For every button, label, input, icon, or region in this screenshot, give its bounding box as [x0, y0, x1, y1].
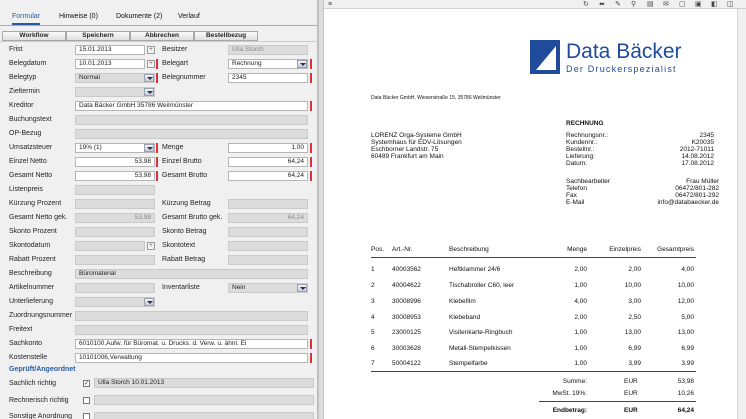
anordnung-field: [94, 412, 314, 419]
kostenstelle-input[interactable]: 10101006,Verwaltung: [75, 353, 308, 363]
besitzer-field: Ulla Storch: [228, 45, 308, 55]
rechnerisch-label: Rechnerisch richtig: [9, 397, 69, 404]
column-header: Pos.: [371, 246, 385, 253]
recipient-line: Systemhaus für EDV-Lösungen: [371, 139, 462, 146]
company-logo-icon: [530, 40, 560, 74]
mwst-currency: EUR: [624, 390, 638, 397]
belegnummer-label: Belegnummer: [162, 74, 206, 81]
column-header: Art.-Nr.: [392, 246, 413, 253]
tab-dokumente[interactable]: Dokumente (2): [116, 13, 163, 20]
contact-key: Sachbearbeiter: [566, 178, 611, 185]
kreditor-label: Kreditor: [9, 102, 34, 109]
unterlieferung-label: Unterlieferung: [9, 298, 53, 305]
recipient-line: 60489 Frankfurt am Main: [371, 153, 444, 160]
tab-verlauf[interactable]: Verlauf: [178, 13, 200, 20]
buchungstext-input[interactable]: [75, 115, 308, 125]
endbetrag-value: 64,24: [677, 407, 694, 414]
kuerzungbetrag-input[interactable]: [228, 199, 308, 209]
gesamtbruttogek-label: Gesamt Brutto gek.: [162, 214, 223, 221]
recipient-line: Eschborner Landstr. 75: [371, 146, 439, 153]
chevron-down-icon[interactable]: [144, 74, 154, 82]
freitext-input[interactable]: [75, 325, 308, 335]
required-marker: [156, 171, 158, 181]
einzelnetto-input[interactable]: 53,98: [75, 157, 155, 167]
sachlich-checkbox[interactable]: ✓: [84, 381, 90, 387]
listenpreis-label: Listenpreis: [9, 186, 43, 193]
kostenstelle-label: Kostenstelle: [9, 354, 48, 361]
chevron-down-icon[interactable]: [144, 88, 154, 96]
required-marker: [156, 143, 158, 153]
skontodatum-label: Skontodatum: [9, 242, 51, 249]
mwst-label: MwSt. 19%:: [552, 390, 587, 397]
column-header: Beschreibung: [449, 246, 489, 253]
gesamtbrutto-input[interactable]: 64,24: [228, 171, 308, 181]
inventarliste-label: Inventarliste: [162, 284, 200, 291]
column-header: Einzelpreis: [609, 246, 641, 253]
table-divider: [371, 257, 696, 258]
rechnerisch-field: [94, 395, 314, 405]
required-marker: [156, 59, 158, 69]
summe-currency: EUR: [624, 378, 638, 385]
column-header: Gesamtpreis: [657, 246, 694, 253]
kuerzungbetrag-label: Kürzung Betrag: [162, 200, 211, 207]
contact-value: Frau Müller: [686, 178, 719, 185]
rechnerisch-checkbox[interactable]: [83, 397, 90, 404]
frist-date-picker-icon[interactable]: +: [147, 46, 155, 54]
skontoprozent-label: Skonto Prozent: [9, 228, 57, 235]
required-marker: [310, 59, 312, 69]
belegnummer-input[interactable]: 2345: [228, 73, 308, 83]
belegdatum-label: Belegdatum: [9, 60, 47, 67]
zieltermin-label: Zieltermin: [9, 88, 40, 95]
document-viewer: ≡ ↻ ⬌ ✎ ⚲ ▤ ✉ ▢ ▣ ◧ ◫ Data Bäcker Der Druckerspezialist Data Bäcker GmbH, Wiesenstraße 15, 35786 Weilmünster LORENZ Orga-Systeme GmbH Systemhaus für EDV-Lösungen Eschborner Landstr. 75 60489 Frankfurt am Main RECHNUNG Rechnungsnr.: 2345 Kundennr.: K20035 Bestellnr.: 2012-71011 Lieferung: 14.08.2012 Datum: 17.08.2012 Sachbearbeiter Frau Müller Telefon 06472/801-282 Fax 06472/801-292 E-Mail info@databaecker.de Pos. Art.-Nr. Beschreibung Menge Einzelpreis Gesamtpreis 1 40003562 Heftklammer 24/6 2,00 2,00 4,00 2 40004622 Tischabroller C60, leer 1,00 10,00 10,00 3 30008996 Klebefilm 4,00 3,00 12,00 4 30008953 Klebeband 2,00 2,50 5,00 5 23000125 Visitenkarte-Ringbuch 1,00 13,00 13,00 6 30003628 Metall-Stempelkissen 1,00 6,99 6,99 7 50004122 Stempelfarbe 1,00 3,99 3,99 Summe: EUR 53,98 MwSt. 19%: EUR 10,26 Endbetrag: EUR 64,24: [324, 0, 746, 419]
frist-input[interactable]: 15.01.2013: [75, 45, 145, 55]
listenpreis-input[interactable]: [75, 185, 155, 195]
anordnung-checkbox[interactable]: [83, 413, 90, 419]
required-marker: [310, 73, 312, 83]
skontotext-input[interactable]: [228, 241, 308, 251]
workflow-button[interactable]: Workflow: [2, 31, 66, 41]
sachkonto-input[interactable]: 6010100,Aufw. für Büromat. u. Drucks. d. Verw. u. ähnl. Ei: [75, 339, 308, 349]
endbetrag-currency: EUR: [624, 407, 638, 414]
required-marker: [310, 157, 312, 167]
contact-value: info@databaecker.de: [657, 199, 719, 206]
viewer-toolbar: [324, 0, 746, 9]
summe-value: 53,98: [677, 378, 694, 385]
belegdatum-date-picker-icon[interactable]: +: [147, 60, 155, 68]
annotate-icon[interactable]: ✎: [615, 1, 621, 8]
zuordnungsnummer-input[interactable]: [75, 311, 308, 321]
zuordnungsnummer-label: Zuordnungsnummer: [9, 312, 73, 319]
gesamtbrutto-label: Gesamt Brutto: [162, 172, 208, 179]
zieltermin-select[interactable]: [75, 87, 155, 97]
tab-bar: [0, 9, 318, 26]
contact-key: E-Mail: [566, 199, 585, 206]
chevron-down-icon[interactable]: [144, 144, 154, 152]
viewer-scrollbar[interactable]: [737, 9, 746, 419]
required-marker: [310, 353, 312, 363]
einzelnetto-label: Einzel Netto: [9, 158, 47, 165]
table-divider: [371, 371, 696, 372]
order-reference-button[interactable]: Bestellbezug: [194, 31, 258, 41]
required-marker: [310, 101, 312, 111]
search-icon[interactable]: ⚲: [631, 1, 637, 8]
rabattprozent-input[interactable]: [75, 255, 155, 265]
mail-icon[interactable]: ✉: [663, 1, 669, 8]
pages-icon[interactable]: ▤: [647, 1, 654, 8]
totals-divider: [539, 401, 696, 402]
buchungstext-label: Buchungstext: [9, 116, 52, 123]
kuerzungprozent-label: Kürzung Prozent: [9, 200, 62, 207]
sender-line: Data Bäcker GmbH, Wiesenstraße 15, 35786 Weilmünster: [371, 95, 501, 101]
section-title: Geprüft/Angeordnet: [9, 366, 76, 373]
rabattbetrag-label: Rabatt Betrag: [162, 256, 206, 263]
menge-input[interactable]: 1,00: [228, 143, 308, 153]
menge-label: Menge: [162, 144, 184, 151]
kreditor-input[interactable]: Data Bäcker GmbH 35786 Weilmünster: [75, 101, 308, 111]
skontodatum-input[interactable]: [75, 241, 145, 251]
skontoprozent-input[interactable]: [75, 227, 155, 237]
beschreibung-label: Beschreibung: [9, 270, 52, 277]
sachlich-label: Sachlich richtig: [9, 380, 57, 387]
layout-icon[interactable]: ◫: [727, 1, 734, 8]
rabattprozent-label: Rabatt Prozent: [9, 256, 56, 263]
chevron-down-icon[interactable]: [297, 60, 307, 68]
meta-value: 2345: [699, 132, 714, 139]
contact-key: Fax: [566, 192, 577, 199]
required-marker: [310, 339, 312, 349]
mwst-value: 10,26: [677, 390, 694, 397]
required-marker: [310, 171, 312, 181]
belegart-label: Belegart: [162, 60, 189, 67]
contact-key: Telefon: [566, 185, 587, 192]
save-button[interactable]: Speichern: [66, 31, 130, 41]
required-marker: [156, 157, 158, 167]
belegdatum-input[interactable]: 10.01.2013: [75, 59, 145, 69]
unterlieferung-select[interactable]: [75, 297, 155, 307]
rabattbetrag-input[interactable]: [228, 255, 308, 265]
umsatzsteuer-label: Umsatzsteuer: [9, 144, 53, 151]
contact-value: 06472/801-282: [675, 185, 719, 192]
tab-hinweise[interactable]: Hinweise (0): [59, 13, 98, 20]
required-marker: [310, 143, 312, 153]
single-page-icon[interactable]: ▢: [679, 1, 686, 8]
skontobetrag-input[interactable]: [228, 227, 308, 237]
einzelbrutto-label: Einzel Brutto: [162, 158, 202, 165]
required-marker: [156, 73, 158, 83]
meta-key: Lieferung:: [566, 153, 595, 160]
summe-label: Summe:: [562, 378, 587, 385]
gesamtbruttogek-field: 64,24: [228, 213, 308, 223]
anordnung-label: Sonstige Anordnung: [9, 413, 73, 419]
meta-key: Kundennr.:: [566, 139, 598, 146]
two-page-icon[interactable]: ▣: [695, 1, 702, 8]
tab-formular[interactable]: Formular: [12, 9, 40, 25]
opbezug-label: OP-Bezug: [9, 130, 42, 137]
einzelbrutto-input[interactable]: 64,24: [228, 157, 308, 167]
artikelnummer-input[interactable]: [75, 283, 155, 293]
kuerzungprozent-input[interactable]: [75, 199, 155, 209]
meta-key: Bestellnr.:: [566, 146, 595, 153]
form-panel: [0, 0, 318, 419]
logo-subtitle: Der Druckerspezialist: [566, 64, 677, 74]
sachlich-field: Ulla Storch 10.01.2013: [94, 378, 314, 388]
meta-key: Rechnungsnr.:: [566, 132, 608, 139]
logo-title: Data Bäcker: [566, 40, 682, 63]
refresh-icon[interactable]: ↻: [583, 1, 589, 8]
umsatzsteuer-select[interactable]: 19% (1): [75, 143, 155, 153]
invoice-title: RECHNUNG: [566, 120, 604, 127]
skontodatum-date-picker-icon[interactable]: +: [147, 242, 155, 250]
meta-value: K20035: [691, 139, 714, 146]
fit-width-icon[interactable]: ⬌: [599, 1, 605, 8]
gesamtnettogek-field: 53,98: [75, 213, 155, 223]
belegart-select[interactable]: Rechnung: [228, 59, 308, 69]
meta-key: Datum:: [566, 160, 587, 167]
frist-label: Frist: [9, 46, 23, 53]
meta-value: 2012-71011: [679, 146, 714, 153]
split-view-icon[interactable]: ◧: [711, 1, 718, 8]
endbetrag-label: Endbetrag:: [552, 407, 587, 414]
gesamtnetto-label: Gesamt Netto: [9, 172, 53, 179]
chevron-down-icon[interactable]: [297, 284, 307, 292]
contact-value: 06472/801-292: [675, 192, 719, 199]
sachkonto-label: Sachkonto: [9, 340, 43, 347]
gesamtnetto-input[interactable]: 53,98: [75, 171, 155, 181]
menu-icon[interactable]: ≡: [328, 1, 333, 8]
inventarliste-select[interactable]: Nein: [228, 283, 308, 293]
recipient-line: LORENZ Orga-Systeme GmbH: [371, 132, 462, 139]
column-header: Menge: [567, 246, 587, 253]
freitext-label: Freitext: [9, 326, 33, 333]
gesamtnettogek-label: Gesamt Netto gek.: [9, 214, 68, 221]
beschreibung-input[interactable]: Büromaterial: [75, 269, 308, 279]
meta-value: 17.08.2012: [681, 160, 714, 167]
form-toolbar: [0, 30, 318, 42]
belegtyp-label: Belegtyp: [9, 74, 37, 81]
belegtyp-select[interactable]: Normal: [75, 73, 155, 83]
artikelnummer-label: Artikelnummer: [9, 284, 55, 291]
besitzer-label: Besitzer: [162, 46, 188, 53]
meta-value: 14.08.2012: [681, 153, 714, 160]
skontobetrag-label: Skonto Betrag: [162, 228, 207, 235]
cancel-button[interactable]: Abbrechen: [130, 31, 194, 41]
chevron-down-icon[interactable]: [144, 298, 154, 306]
skontotext-label: Skontotext: [162, 242, 196, 249]
opbezug-input[interactable]: [75, 129, 308, 139]
